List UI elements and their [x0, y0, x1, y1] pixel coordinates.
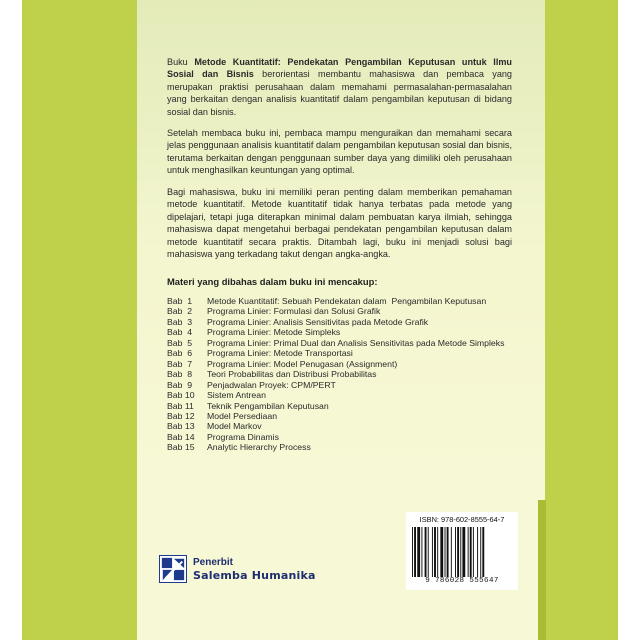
cover-spine-edge [538, 500, 546, 640]
chapter-item [167, 380, 527, 390]
barcode-digits: 9 786028 555647 [425, 577, 499, 585]
chapter-item [167, 390, 527, 400]
chapter-item [167, 369, 527, 379]
publisher-label: Penerbit [193, 557, 234, 568]
chapter-number: Bab 4 [167, 327, 193, 338]
paragraph-1-rest: berorientasi membantu mahasiswa dan pembaca yang merupakan praktisi perusahaan dalam memahami permasalahan-permasalahan yang berkaitan dengan analisis kuantitatif dalam pengambilan keputusan di bidang sosial dan bisnis. [167, 69, 512, 117]
chapter-item [167, 421, 527, 431]
chapter-title: Penjadwalan Proyek: CPM/PERT [207, 379, 336, 390]
chapter-title: Model Persediaan [207, 410, 278, 421]
chapter-title: Teknik Pengambilan Keputusan [207, 400, 329, 411]
publisher-name: Salemba Humanika [193, 569, 316, 582]
materi-heading: Materi yang dibahas dalam buku ini mencakup: [167, 276, 378, 287]
chapter-number: Bab 10 [167, 390, 195, 401]
book-title-bold: Metode Kuantitatif: Pendekatan Pengambilan Keputusan untuk Ilmu Sosial dan Bisnis [167, 57, 512, 80]
description-paragraph-3: Bagi mahasiswa, buku ini memiliki peran penting dalam memberikan pemahaman metode kuantitatif. Metode kuantitatif tidak hanya terbatas pada metode yang dipelajari, tetapi juga diterapkan minimal dalam pembuatan karya ilmiah, sehingga mahasiswa dapat mengetahui berbagai pendekatan pengambilan keputusan dalam metode kuantitatif secara praktis. Ditambah lagi, buku ini menjadi solusi bagi mahasiswa yang terkadang takut dengan angka-angka. [167, 187, 512, 260]
chapter-title: Analytic Hierarchy Process [207, 442, 311, 453]
chapter-title: Sistem Antrean [207, 390, 266, 401]
description-paragraph-1 [167, 56, 512, 118]
chapter-number: Bab 14 [167, 431, 195, 442]
chapter-number: Bab 6 [167, 348, 193, 359]
chapter-title: Programa Linier: Primal Dual dan Analisis Sensitivitas pada Metode Simpleks [207, 337, 505, 348]
isbn-label: ISBN: 978-602-8555-64-7 [419, 515, 505, 524]
publisher-logo-icon [159, 555, 187, 583]
chapter-item [167, 327, 527, 337]
chapter-number: Bab 1 [167, 296, 193, 306]
chapter-title: Model Markov [207, 421, 262, 432]
chapter-item [167, 317, 527, 327]
chapter-title: Programa Linier: Metode Simpleks [207, 327, 341, 338]
chapter-title: Metode Kuantitatif: Sebuah Pendekatan dalam Pengambilan Keputusan [207, 296, 487, 306]
chapter-number: Bab 8 [167, 369, 193, 380]
barcode-icon [412, 527, 512, 577]
chapter-title: Programa Linier: Analisis Sensitivitas pada Metode Grafik [207, 316, 429, 327]
chapter-item [167, 296, 527, 306]
chapter-item [167, 338, 527, 348]
chapter-title: Programa Linier: Model Penugasan (Assignment) [207, 358, 398, 369]
chapter-number: Bab 12 [167, 410, 195, 421]
paragraph-1-prefix: Buku [167, 57, 195, 67]
chapter-item [167, 359, 527, 369]
chapter-item [167, 401, 527, 411]
description-paragraph-2: Setelah membaca buku ini, pembaca mampu menguraikan dan memahami secara jelas penggunaan analisis kuantitatif dalam pengambilan keputusan sosial dan bisnis, terutama berkaitan dengan penggunaan sumber daya yang dimiliki oleh perusahaan untuk menghasilkan keuntungan yang optimal. [167, 128, 512, 176]
chapter-number: Bab 2 [167, 306, 193, 317]
isbn-barcode-box [406, 512, 518, 590]
chapter-number: Bab 15 [167, 442, 195, 453]
chapter-number: Bab 11 [167, 400, 194, 411]
chapter-number: Bab 13 [167, 421, 195, 432]
chapter-number: Bab 5 [167, 337, 193, 348]
publisher-logo [159, 555, 319, 587]
chapter-title: Teori Probabilitas dan Distribusi Probabilitas [207, 369, 377, 380]
chapter-item [167, 348, 527, 358]
chapter-number: Bab 3 [167, 316, 193, 327]
chapter-number: Bab 9 [167, 379, 193, 390]
chapter-title: Programa Linier: Metode Transportasi [207, 348, 353, 359]
chapter-number: Bab 7 [167, 358, 193, 369]
chapter-item [167, 432, 527, 442]
chapter-item [167, 306, 527, 316]
chapter-item [167, 442, 527, 452]
chapter-title: Programa Linier: Formulasi dan Solusi Grafik [207, 306, 381, 317]
chapter-list [167, 296, 527, 453]
chapter-title: Programa Dinamis [207, 431, 279, 442]
chapter-item [167, 411, 527, 421]
